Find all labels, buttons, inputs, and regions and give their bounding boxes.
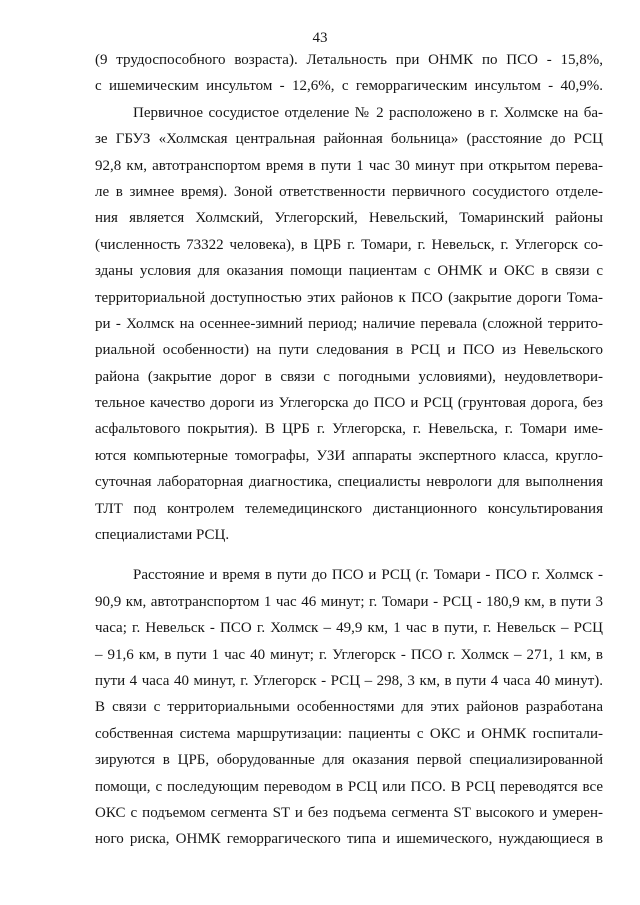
text-line: ния является Холмский, Углегорский, Невельский, Томаринский районы <box>95 210 603 227</box>
text-line: с ишемическим инсультом - 12,6%, с геморрагическим инсультом - 40,9%. <box>95 78 603 95</box>
text-line: специалистами РСЦ. <box>95 527 230 544</box>
text-line: ются компьютерные томографы, УЗИ аппараты экспертного класса, кругло- <box>95 447 603 464</box>
document-body <box>95 47 603 853</box>
text-line: (9 трудоспособного возраста). Летальность при ОНМК по ПСО - 15,8%, <box>95 52 603 68</box>
text-line: зданы условия для оказания помощи пациентам с ОНМК и ОКС в связи с <box>95 263 603 280</box>
text-line: ОКС с подъемом сегмента ST и без подъема сегмента ST высокого и умерен- <box>95 804 603 821</box>
text-line: ле в зимнее время). Зоной ответственности первичного сосудистого отделе- <box>95 183 603 200</box>
text-line: 90,9 км, автотранспортом 1 час 46 минут; г. Томари - РСЦ - 180,9 км, в пути 3 <box>95 593 603 610</box>
text-line: (численность 73322 человека), в ЦРБ г. Томари, г. Невельск, г. Углегорск со- <box>95 236 603 253</box>
text-line: В связи с территориальными особенностями для этих районов разработана <box>95 699 603 716</box>
text-line: – 91,6 км, в пути 1 час 40 минут; г. Углегорск - ПСО г. Холмск – 271, 1 км, в <box>95 646 603 663</box>
text-line: зируются в ЦРБ, оборудованные для оказания первой специализированной <box>95 752 603 769</box>
text-line: помощи, с последующим переводом в РСЦ или ПСО. В РСЦ переводятся все <box>95 778 603 795</box>
text-line: тельное качество дороги из Углегорска до ПСО и РСЦ (грунтовая дорога, без <box>95 395 603 412</box>
paragraph <box>95 562 603 852</box>
text-line: асфальтового покрытия). В ЦРБ г. Углегорска, г. Невельска, г. Томари име- <box>95 421 603 438</box>
page-number: 43 <box>312 30 328 46</box>
text-line: часа; г. Невельск - ПСО г. Холмск – 49,9 км, 1 час в пути, г. Невельск – РСЦ <box>95 620 603 637</box>
text-line: 92,8 км, автотранспортом время в пути 1 час 30 минут при открытом перева- <box>95 157 603 174</box>
text-line: суточная лабораторная диагностика, специалисты неврологи для выполнения <box>95 474 603 491</box>
text-line: пути 4 часа 40 минут, г. Углегорск - РСЦ – 298, 3 км, в пути 4 часа 40 минут). <box>95 672 603 689</box>
paragraph <box>95 47 603 100</box>
text-line: Первичное сосудистое отделение № 2 расположено в г. Холмске на ба- <box>133 104 603 121</box>
text-line: ри - Холмск на осеннее-зимний период; наличие перевала (сложной террито- <box>95 315 603 332</box>
text-line: риальной особенности) на пути следования в РСЦ и ПСО из Невельского <box>95 342 603 359</box>
text-line: ТЛТ под контролем телемедицинского дистанционного консультирования <box>95 500 603 517</box>
text-line: собственная система маршрутизации: пациенты с ОКС и ОНМК госпитали- <box>95 725 603 742</box>
text-line: района (закрытие дорог в связи с погодными условиями), неудовлетвори- <box>95 368 603 385</box>
paragraph <box>95 100 603 549</box>
paragraph-spacer <box>95 548 603 562</box>
text-line: Расстояние и время в пути до ПСО и РСЦ (г. Томари - ПСО г. Холмск - <box>133 567 603 584</box>
text-line: территориальной доступностью этих районов к ПСО (закрытие дороги Тома- <box>95 289 603 306</box>
text-line: ного риска, ОНМК геморрагического типа и ишемического, нуждающиеся в <box>95 831 603 848</box>
text-line: зе ГБУЗ «Холмская центральная районная больница» (расстояние до РСЦ <box>95 131 603 148</box>
